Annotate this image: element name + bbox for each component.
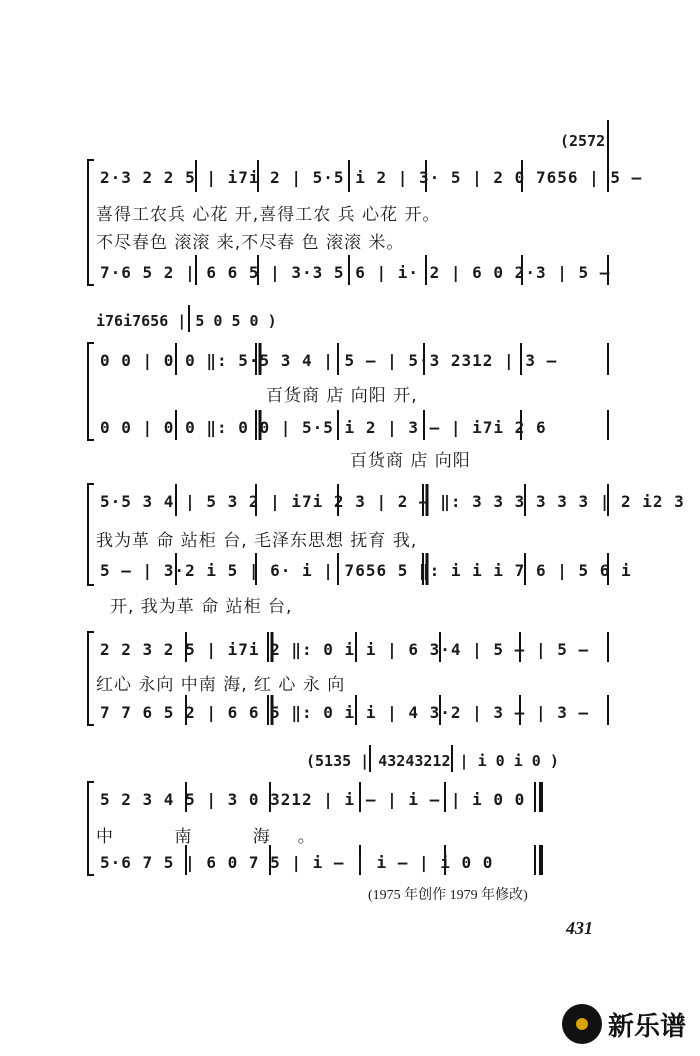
system2-lyric1: 百货商 店 向阳 开, (266, 386, 418, 406)
system1-voice1: 2·3 2 2 5 | i7i 2 | 5·5 i 2 | 3· 5 | 2 0 7656 | 5 — (100, 168, 643, 187)
system3-lyric2: 开, 我为革 命 站柜 台, (110, 597, 293, 617)
system1-lyric2: 不尽春色 滚滚 来,不尽春 色 滚滚 米。 (96, 233, 405, 253)
system3-lyric1: 我为革 命 站柜 台, 毛泽东思想 抚育 我, (96, 531, 418, 551)
footnote: (1975 年创作 1979 年修改) (368, 888, 528, 903)
system2-lyric2: 百货商 店 向阳 (350, 451, 471, 471)
system1-voice2: 7·6 5 2 | 6 6 5 | 3·3 5 6 | i· 2 | 6 0 2·3 | 5 — (100, 263, 611, 282)
system4-lyric1: 红心 永向 中南 海, 红 心 永 向 (96, 675, 346, 695)
system3-voice1: 5·5 3 4 | 5 3 2 | i7i 2 3 | 2 — ‖: 3 3 3 3 3 3 | 2 i2 3 (100, 492, 685, 511)
system5-voice1: 5 2 3 4 5 | 3 0 3212 | i — | i — | i 0 0 (100, 790, 526, 809)
system4-voice1: 2 2 3 2 5 | i7i 2 ‖: 0 i i | 6 3·4 | 5 — | 5 — (100, 640, 590, 659)
system2-voice2: 0 0 | 0 0 ‖: 0 0 | 5·5 i 2 | 3 — | i7i 2 6 (100, 418, 547, 437)
system5-voice2: 5·6 7 5 | 6 0 7 5 | i — | i — | i 0 0 (100, 853, 494, 872)
system2-voice1: 0 0 | 0 0 ‖: 5·5 3 4 | 5 — | 5·3 2312 | 3 — (100, 351, 558, 370)
system5-intro: (5135 | 43243212 | i 0 i 0 ) (306, 752, 559, 770)
page-number: 431 (566, 918, 593, 938)
logo-text: 新乐谱 (607, 1011, 686, 1042)
record-icon (562, 1004, 602, 1044)
system1-lyric1: 喜得工农兵 心花 开,喜得工农 兵 心花 开。 (96, 205, 441, 225)
system3-voice2: 5 — | 3·2 i 5 | 6· i | 7656 5 ‖: i i i 7 6 | 5 6 i (100, 561, 632, 580)
site-logo (562, 1004, 686, 1044)
intro-top: (2572 (560, 132, 606, 150)
system4-voice2: 7 7 6 5 2 | 6 6 5 ‖: 0 i i | 4 3·2 | 3 — | 3 — (100, 703, 590, 722)
system5-lyric1: 中 南 海。 (96, 827, 343, 847)
system2-intro: i76i7656 | 5 0 5 0 ) (96, 312, 277, 330)
